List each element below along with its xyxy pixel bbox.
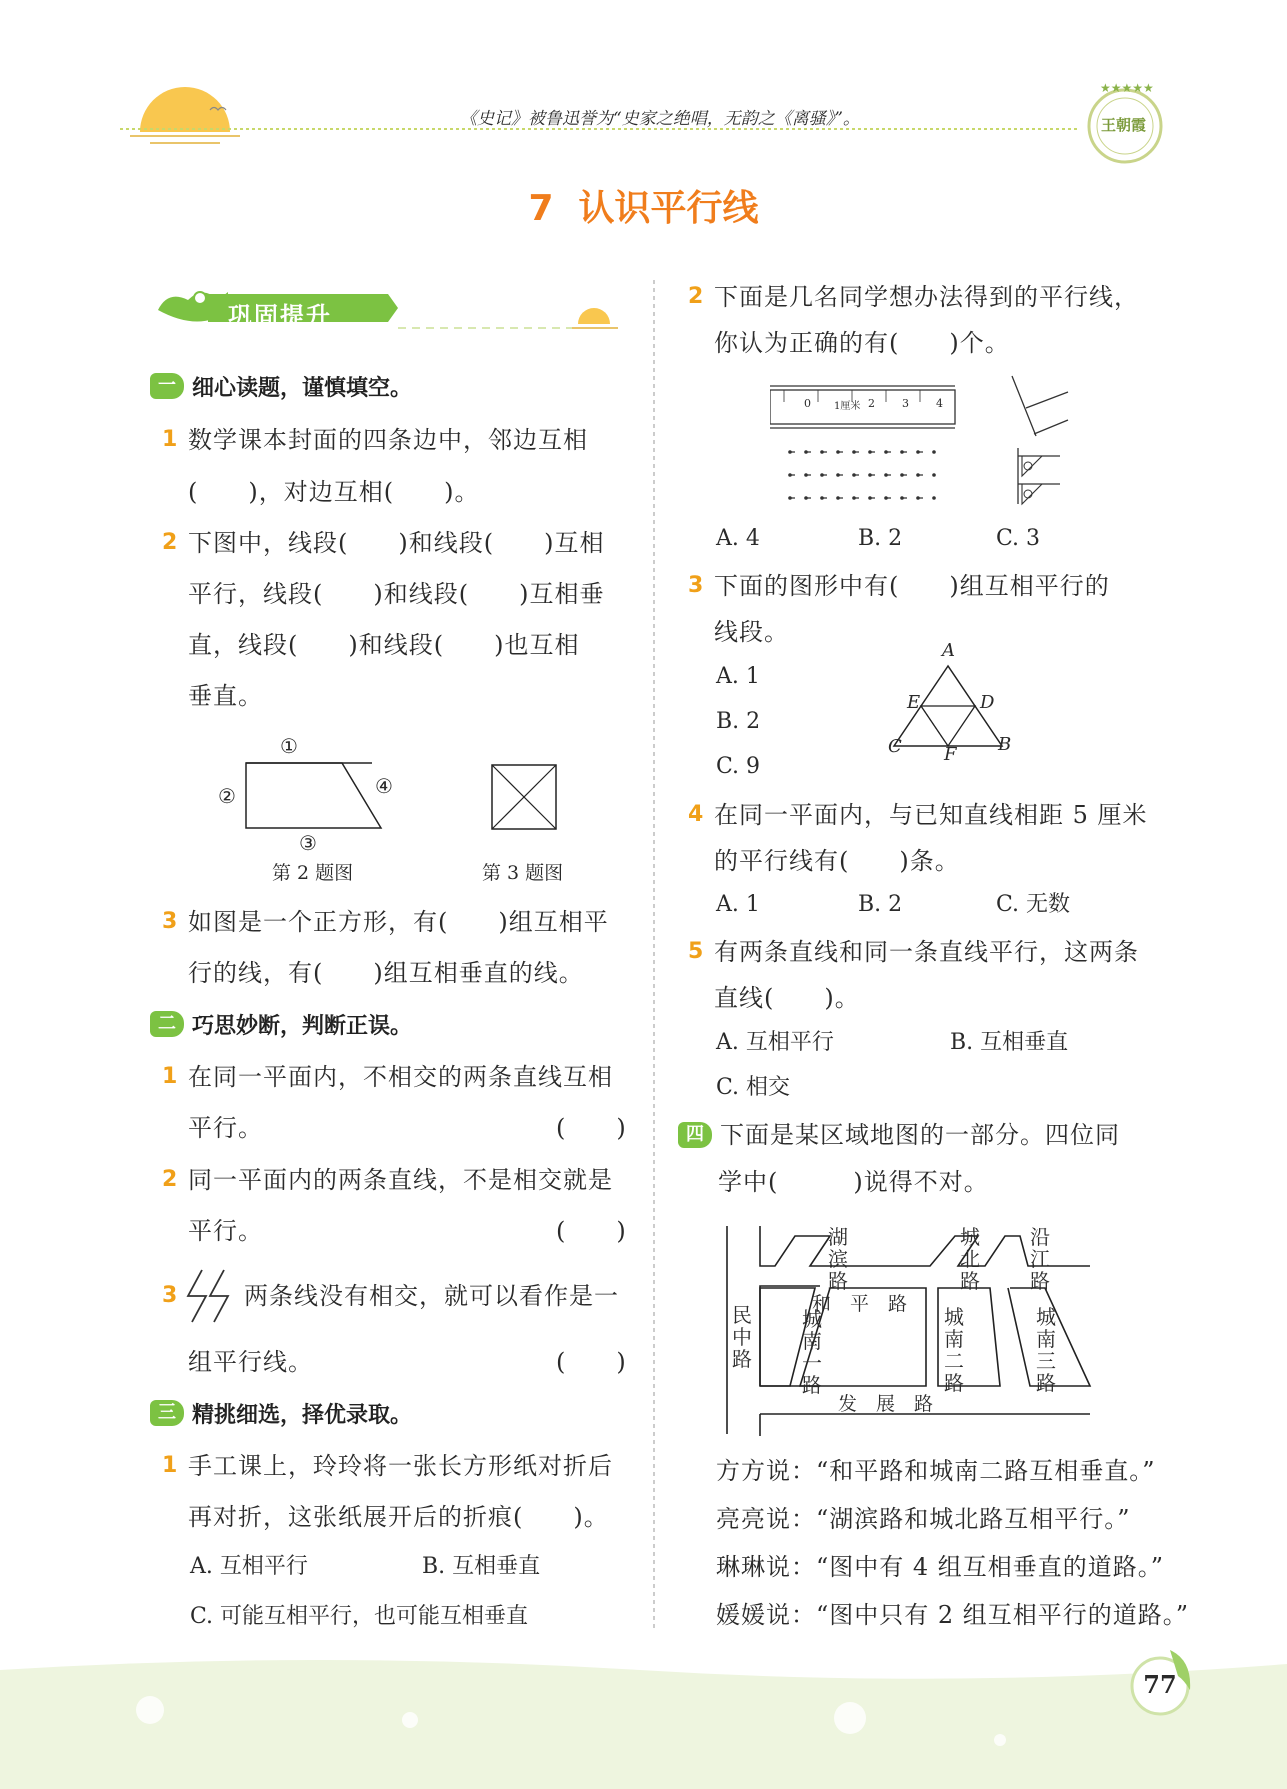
s1-q1-num: 1 [162,427,178,452]
ruler-tick-3: 3 [902,397,909,410]
page-title: 7 认识平行线 [528,188,759,229]
s3-q1-num: 1 [162,1453,178,1478]
s1-q2-line3: 直，线段( )和线段( )也互相 [188,631,580,659]
s3-q3-option-b[interactable]: B. 2 [716,709,761,734]
section1-title: 细心读题，谨慎填空。 [192,375,413,401]
s2-q3-answer[interactable]: ( ) [556,1348,627,1376]
s2-q2-num: 2 [162,1167,178,1192]
statement-liangliang: 亮亮说：“湖滨路和城北路互相平行。” [716,1505,1131,1533]
seg-label-4: ④ [375,774,393,798]
section3-badge: 三 [150,1400,184,1426]
s1-q3-line1: 如图是一个正方形，有( )组互相平 [188,908,609,936]
map-chengnan1-road: 城南一路 [802,1307,822,1397]
s3-q4-num: 4 [688,802,704,827]
point-e: E [907,692,921,713]
s2-q2-answer[interactable]: ( ) [556,1217,627,1245]
s2-q1-answer[interactable]: ( ) [556,1114,627,1142]
section1-badge: 一 [150,373,184,399]
s3-q3-line1: 下面的图形中有( )组互相平行的 [714,572,1110,600]
map-hubin-road: 湖滨路 [828,1225,848,1293]
svg-text:★★★★★: ★★★★★ [1100,81,1154,95]
s1-q2-line1: 下图中，线段( )和线段( )互相 [188,529,605,557]
ruler-tick-0: 0 [804,397,811,410]
section4-line2: 学中( )说得不对。 [718,1168,989,1196]
seg-label-3: ③ [299,831,317,855]
logo-text: 王朝霞 [1101,116,1147,134]
page-number: 77 [1143,1670,1177,1699]
s2-q1-num: 1 [162,1064,178,1089]
section2-badge: 二 [150,1011,184,1037]
s3-q1-option-c[interactable]: C. 可能互相平行，也可能互相垂直 [190,1604,529,1629]
s3-q5-option-a[interactable]: A. 互相平行 [716,1030,834,1055]
s1-q2-line2: 平行，线段( )和线段( )互相垂 [188,580,605,608]
point-a: A [942,640,955,661]
s3-q1-option-a[interactable]: A. 互相平行 [190,1554,308,1579]
section4-header [678,1120,1120,1150]
s3-q4-option-c[interactable]: C. 无数 [996,892,1071,917]
s1-q2-num: 2 [162,530,178,555]
s3-q5-option-c[interactable]: C. 相交 [716,1075,791,1100]
s3-q2-option-a[interactable]: A. 4 [716,526,760,551]
whale-banner-icon [148,280,628,340]
map-chengnan2-road: 城南二路 [944,1305,964,1395]
s3-q2-line2: 你认为正确的有( )个。 [714,329,1010,357]
map-heping-road: 和 平 路 [812,1293,908,1315]
s1-q2-line4: 垂直。 [188,682,263,710]
footer-background [0,1650,1287,1789]
s3-q2-line1: 下面是几名同学想办法得到的平行线， [714,283,1139,311]
s3-q1-line1: 手工课上，玲玲将一张长方形纸对折后 [188,1452,613,1480]
section3-header [150,1398,412,1428]
section4-line1: 下面是某区域地图的一部分。四位同 [720,1121,1120,1149]
s3-q4-option-b[interactable]: B. 2 [858,892,903,917]
caption-fig3: 第 3 题图 [482,862,564,884]
s3-q5-num: 5 [688,939,704,964]
s2-q2-line2: 平行。 [188,1217,263,1245]
s2-q3-line1: 两条线没有相交，就可以看作是一 [244,1282,619,1310]
ruler-tick-4: 4 [936,397,943,410]
map-chengbei-road: 城北路 [960,1225,980,1293]
s3-q3-line2: 线段。 [714,618,789,646]
ruler-tick-1: 1厘米 [834,401,861,412]
s3-q1-option-b[interactable]: B. 互相垂直 [422,1554,541,1579]
section1-header [150,371,412,401]
map-yanjiang-road: 沿江路 [1030,1225,1050,1293]
point-d: D [980,692,995,713]
s1-q1-line2: ( )，对边互相( )。 [188,478,480,506]
s1-q3-line2: 行的线，有( )组互相垂直的线。 [188,959,584,987]
s3-q4-option-a[interactable]: A. 1 [716,892,760,917]
s2-q1-line2: 平行。 [188,1114,263,1142]
ruler-tick-2: 2 [868,397,875,410]
s2-q1-line1: 在同一平面内，不相交的两条直线互相 [188,1063,613,1091]
sun-icon [130,70,240,150]
s3-q3-option-a[interactable]: A. 1 [716,664,760,689]
figure-trapezoid-square [220,735,580,845]
section3-title: 精挑细选，择优录取。 [192,1402,413,1428]
s3-q3-num: 3 [688,573,704,598]
s3-q4-line2: 的平行线有( )条。 [714,847,960,875]
seg-label-2: ② [218,784,236,808]
map-chengnan3-road: 城南三路 [1036,1305,1056,1395]
s3-q1-line2: 再对折，这张纸展开后的折痕( )。 [188,1503,609,1531]
s3-q4-line1: 在同一平面内，与已知直线相距 5 厘米 [714,801,1148,829]
zigzag-lines-icon [184,1266,240,1326]
section2-header [150,1009,412,1039]
s1-q3-num: 3 [162,909,178,934]
s3-q5-line2: 直线( )。 [714,984,860,1012]
seg-label-1: ① [280,734,298,758]
point-f: F [944,744,957,765]
s3-q2-option-b[interactable]: B. 2 [858,526,903,551]
statement-linlin: 琳琳说：“图中有 4 组互相垂直的道路。” [716,1553,1165,1581]
point-b: B [998,734,1012,755]
banner-title: 巩固提升 [228,302,332,330]
section2-title: 巧思妙断，判断正误。 [192,1013,413,1039]
s1-q1-line1: 数学课本封面的四条边中，邻边互相 [188,426,588,454]
map-minzhong-road: 民中路 [732,1303,752,1371]
s3-q5-option-b[interactable]: B. 互相垂直 [950,1030,1069,1055]
parallel-methods-figure [770,372,1070,512]
statement-fangfang: 方方说：“和平路和城南二路互相垂直。” [716,1457,1156,1485]
point-c: C [888,736,902,757]
section4-badge: 四 [678,1122,712,1148]
s2-q3-num: 3 [162,1283,178,1308]
statement-yuanyuan: 媛媛说：“图中只有 2 组互相平行的道路。” [716,1601,1190,1629]
s3-q5-line1: 有两条直线和同一条直线平行，这两条 [714,938,1139,966]
header-quote: 《史记》被鲁迅誉为“史家之绝唱，无韵之《离骚》”。 [460,109,860,129]
s3-q2-num: 2 [688,284,704,309]
s2-q2-line1: 同一平面内的两条直线，不是相交就是 [188,1166,613,1194]
caption-fig2: 第 2 题图 [272,862,354,884]
s3-q2-option-c[interactable]: C. 3 [996,526,1041,551]
map-fazhan-road: 发 展 路 [838,1393,934,1415]
s3-q3-option-c[interactable]: C. 9 [716,754,761,779]
column-divider [652,280,656,1630]
s2-q3-line2: 组平行线。 [188,1348,313,1376]
